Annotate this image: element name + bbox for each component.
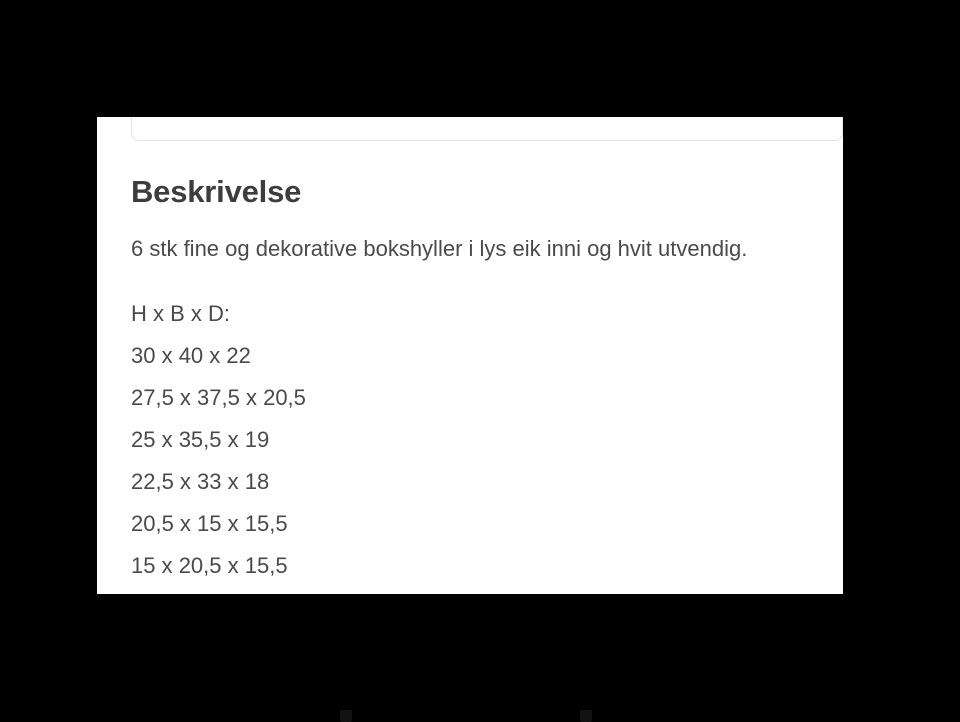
description-content [131, 175, 833, 577]
cropped-field-above [131, 117, 843, 141]
list-item: 25 x 35,5 x 19 [131, 426, 270, 452]
page-title: Beskrivelse [131, 174, 302, 209]
nav-home-icon[interactable] [580, 710, 592, 722]
description-intro-text: 6 stk fine og dekorative bokshyller i lys eik inni og hvit utvendig. [131, 236, 748, 262]
list-item: 15 x 20,5 x 15,5 [131, 552, 288, 578]
dimensions-list [131, 300, 833, 578]
list-item: 22,5 x 33 x 18 [131, 468, 270, 494]
description-card [97, 117, 843, 594]
nav-back-icon[interactable] [340, 710, 352, 722]
dimensions-label: H x B x D: [131, 300, 231, 326]
list-item: 30 x 40 x 22 [131, 342, 251, 368]
list-item: 20,5 x 15 x 15,5 [131, 510, 288, 536]
list-item: 27,5 x 37,5 x 20,5 [131, 384, 306, 410]
system-nav-bar [0, 692, 960, 722]
